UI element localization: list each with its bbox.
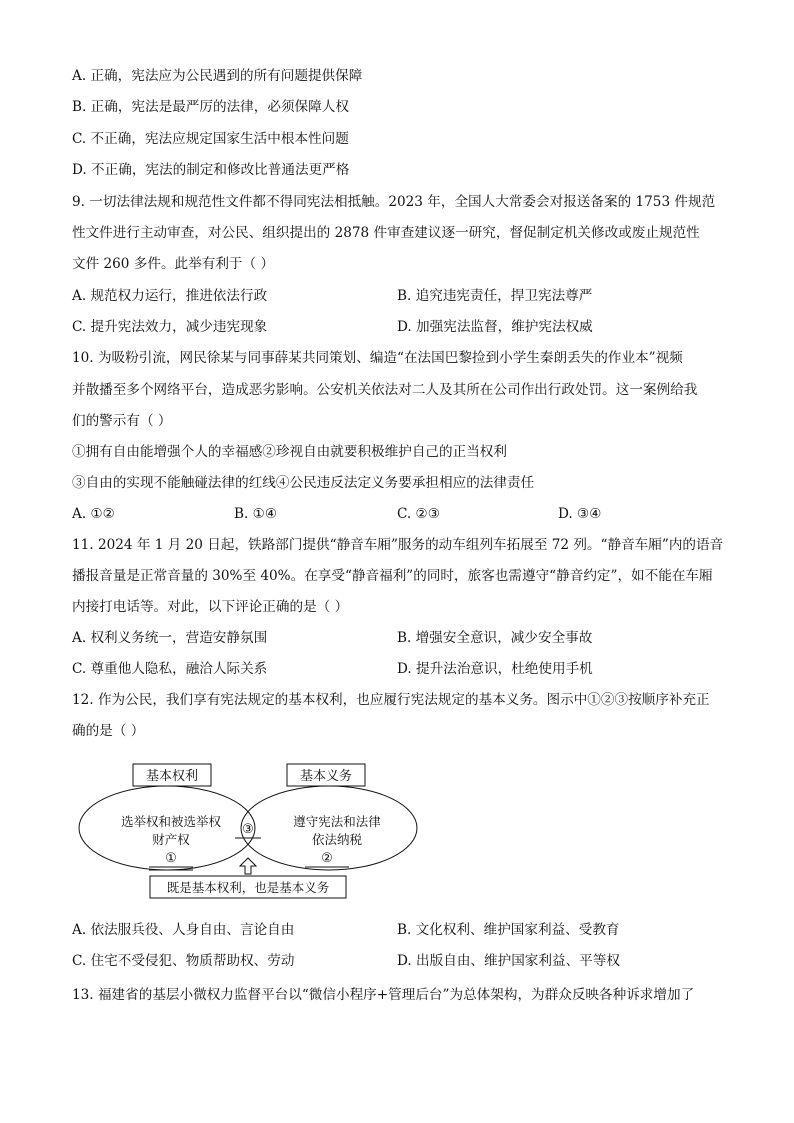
q8-option-a: A. 正确，宪法应为公民遇到的所有问题提供保障 — [72, 68, 363, 84]
q12-stem-line-1: 12. 作为公民，我们享有宪法规定的基本权利，也应履行宪法规定的基本义务。图示中①②③按顺序补充正 — [72, 692, 710, 708]
q12-stem-line-2: 确的是（ ） — [72, 723, 145, 739]
both-rights-duties-label: 既是基本权利，也是基本义务 — [166, 880, 330, 895]
basic-rights-label: 基本权利 — [145, 769, 199, 784]
q9-stem-line-1: 9. 一切法律法规和规范性文件都不得同宪法相抵触。2023 年，全国人大常委会对报送备案的 1753 件规范 — [72, 194, 716, 210]
q10-stem-line-1: 10. 为吸粉引流，网民徐某与同事薛某共同策划、编造“在法国巴黎捡到小学生秦朗丢失的作业本”视频 — [72, 350, 683, 366]
q12-option-a: A. 依法服兵役、人身自由、言论自由 — [72, 922, 295, 938]
q10-statements-1: ①拥有自由能增强个人的幸福感②珍视自由就要积极维护自己的正当权利 — [72, 444, 507, 460]
up-arrow-icon — [240, 858, 256, 874]
q11-option-a: A. 权利义务统一，营造安静氛围 — [72, 630, 268, 646]
q11-stem-line-3: 内接打电话等。对此，以下评论正确的是（ ） — [72, 599, 349, 615]
left-item-property-rights: 财产权 — [152, 832, 190, 847]
basic-duties-label: 基本义务 — [299, 769, 353, 784]
q8-option-d: D. 不正确，宪法的制定和修改比普通法更严格 — [72, 162, 350, 178]
q10-stem-line-2: 并散播至多个网络平台，造成恶劣影响。公安机关依法对二人及其所在公司作出行政处罚。这一案例给我 — [72, 382, 698, 398]
q8-option-b: B. 正确，宪法是最严厉的法律，必须保障人权 — [72, 99, 349, 115]
q11-stem-line-1: 11. 2024 年 1 月 20 日起，铁路部门提供“静音车厢”服务的动车组列车拓展至 72 列。“静音车厢”内的语音 — [72, 537, 724, 553]
q10-option-a: A. ①② — [72, 506, 115, 522]
blank-2: ② — [321, 851, 333, 866]
q13-stem-line-1: 13. 福建省的基层小微权力监督平台以“微信小程序+管理后台”为总体架构，为群众反映各种诉求增加了 — [72, 987, 695, 1003]
q9-stem-line-3: 文件 260 多件。此举有利于（ ） — [72, 256, 275, 272]
blank-3: ③ — [242, 822, 254, 837]
q12-option-b: B. 文化权利、维护国家利益、受教育 — [397, 922, 620, 938]
q9-option-a: A. 规范权力运行，推进依法行政 — [72, 288, 268, 304]
right-item-obey-constitution: 遵守宪法和法律 — [293, 814, 381, 829]
q9-option-d: D. 加强宪法监督，维护宪法权威 — [397, 319, 593, 335]
q10-option-c: C. ②③ — [397, 506, 440, 522]
q8-option-c: C. 不正确，宪法应规定国家生活中根本性问题 — [72, 131, 349, 147]
q11-stem-line-2: 播报音量是正常音量的 30%至 40%。在享受“静音福利”的同时，旅客也需遵守“静音约定”，如不能在车厢 — [72, 568, 713, 584]
q11-option-b: B. 增强安全意识，减少安全事故 — [397, 630, 593, 646]
q9-option-b: B. 追究违宪责任，捍卫宪法尊严 — [397, 288, 593, 304]
right-item-pay-taxes: 依法纳税 — [311, 832, 363, 847]
q12-option-c: C. 住宅不受侵犯、物质帮助权、劳动 — [72, 953, 295, 969]
q11-option-c: C. 尊重他人隐私，融洽人际关系 — [72, 661, 268, 677]
left-item-election-rights: 选举权和被选举权 — [120, 814, 222, 829]
blank-1: ① — [165, 851, 177, 866]
q9-option-c: C. 提升宪法效力，减少违宪现象 — [72, 319, 268, 335]
q12-option-d: D. 出版自由、维护国家利益、平等权 — [397, 953, 620, 969]
q10-option-b: B. ①④ — [234, 506, 278, 522]
q9-stem-line-2: 性文件进行主动审查，对公民、组织提出的 2878 件审查建议逐一研究，督促制定机关修改或废止规范性 — [72, 225, 700, 241]
q10-statements-2: ③自由的实现不能触碰法律的红线④公民违反法定义务要承担相应的法律责任 — [72, 475, 535, 491]
q10-option-d: D. ③④ — [558, 506, 602, 522]
q11-option-d: D. 提升法治意识，杜绝使用手机 — [397, 661, 593, 677]
rights-duties-venn-diagram — [75, 760, 435, 900]
q10-stem-line-3: 们的警示有（ ） — [72, 413, 172, 429]
